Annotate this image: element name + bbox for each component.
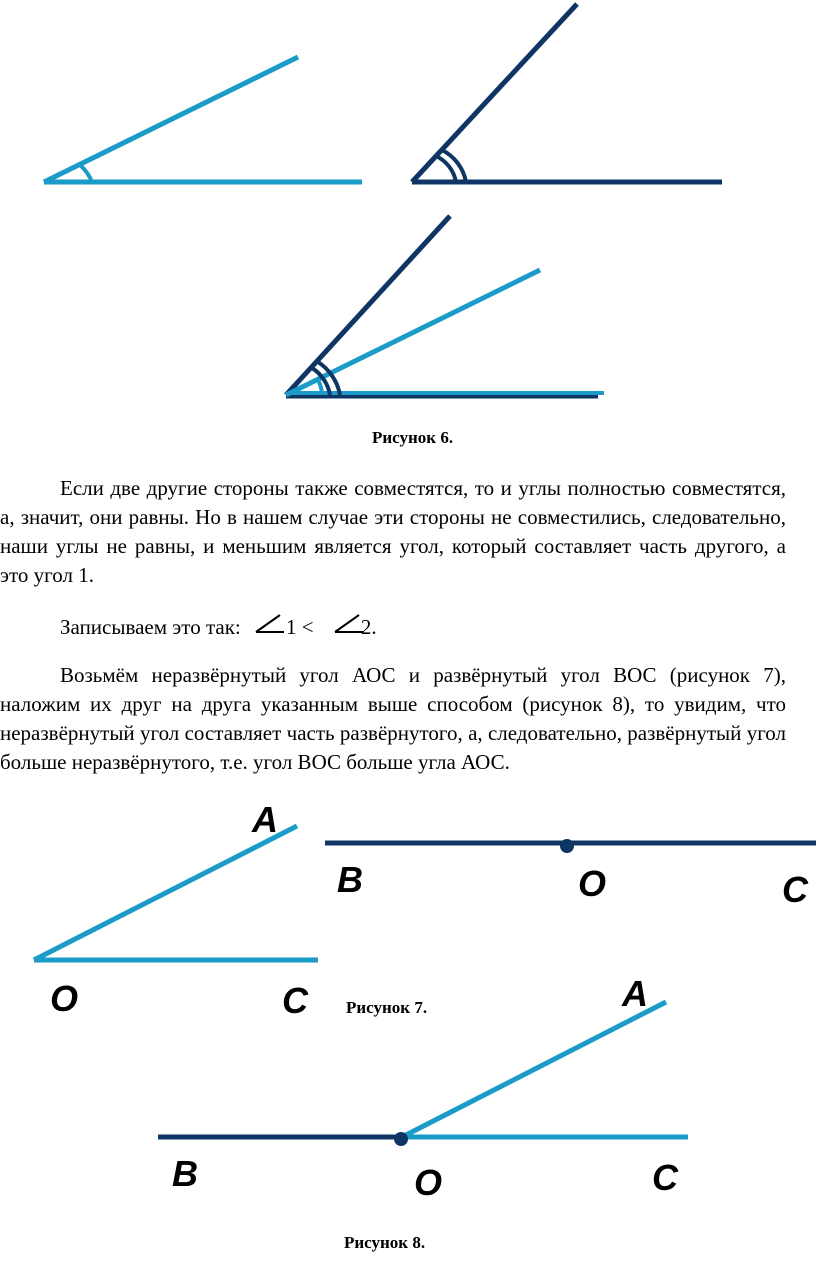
fig7-label-b: B: [337, 859, 363, 900]
formula-end: .: [371, 615, 377, 639]
fig8-label-o: O: [414, 1162, 443, 1203]
fig7-label-c-right: C: [782, 869, 808, 910]
angle-1-figure: [44, 57, 362, 182]
figure8-overlay: [158, 1002, 688, 1146]
point-o: [560, 839, 574, 853]
paragraph-2: Возьмём неразвёрнутый угол АОС и развёрнутый угол ВОС (рисунок 7), наложим их друг на друга указанным выше способом (рисунок 8), то увидим, что неразвёрнутый угол составляет часть развёрнутого, а, следовательно, развёрнутый угол больше неразвёрнутого, т.е. угол ВОС больше угла АОС.: [0, 663, 786, 774]
fig8-label-a: A: [622, 973, 648, 1014]
angle-symbol-icon: [254, 612, 286, 640]
fig8-label-b: B: [172, 1153, 198, 1194]
figure7-caption: Рисунок 7.: [346, 998, 428, 1017]
formula-angle-1: 1: [286, 615, 297, 639]
formula-less-sign: <: [301, 615, 314, 639]
fig7-label-o-right: O: [578, 863, 607, 904]
angle-2-figure: [412, 4, 722, 182]
figure7-angle-aoc: [34, 826, 318, 960]
fig7-label-a: A: [252, 799, 278, 840]
angle-1-upper-ray: [44, 57, 298, 182]
angle-1-arc-mark: [80, 165, 92, 182]
overlay-angles-figure: [286, 216, 604, 396]
overlay-upper-ray-dark: [286, 216, 450, 395]
angle-comparison-formula: [60, 612, 377, 640]
formula-angle-2: 2: [360, 615, 372, 639]
ray-oa: [34, 826, 297, 960]
figure7-straight-angle-boc: [325, 839, 816, 853]
fig7-label-c-left: C: [282, 980, 308, 1021]
paragraph-1: Если две другие стороны также совместятся, то и углы полностью совместятся, а, значит, они равны. Но в нашем случае эти стороны не совместились, следовательно, наши углы не равны, и меньшим является угол, который составляет часть другого, а это угол 1.: [0, 476, 786, 587]
figure6-caption: Рисунок 6.: [372, 428, 454, 447]
fig7-label-o-left: O: [50, 978, 79, 1019]
formula-prefix: Записываем это так:: [60, 615, 241, 639]
ray-oa: [402, 1002, 666, 1137]
point-o: [394, 1132, 408, 1146]
figure8-caption: Рисунок 8.: [344, 1233, 426, 1252]
fig8-label-c: C: [652, 1157, 678, 1198]
